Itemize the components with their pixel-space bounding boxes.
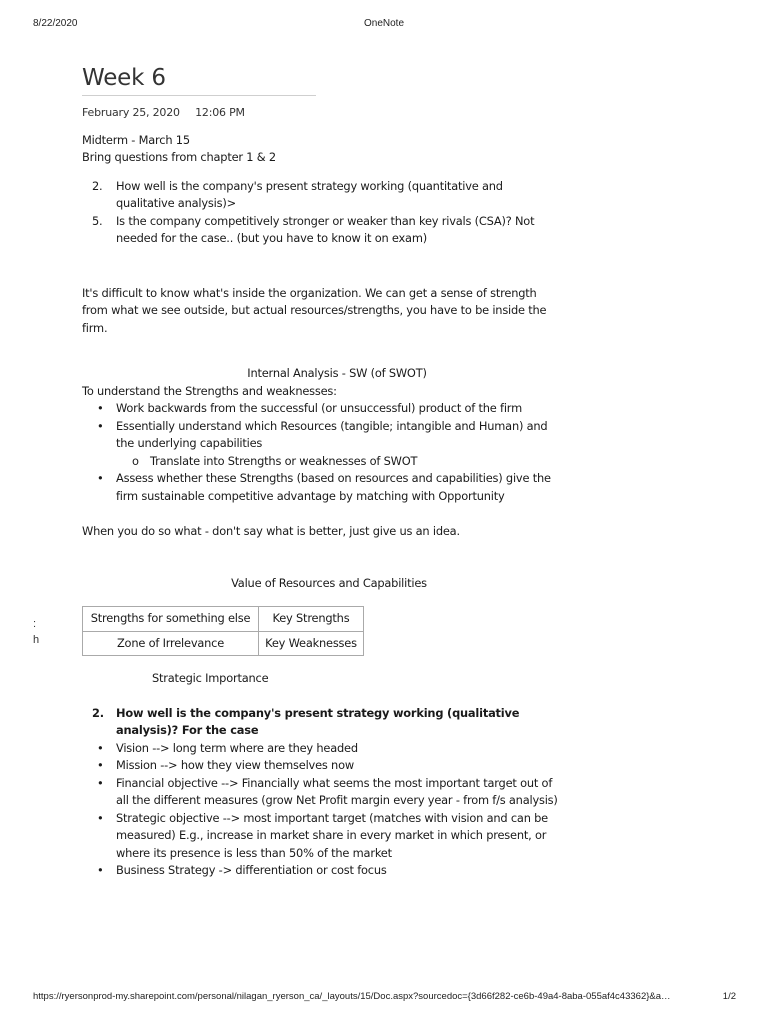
- print-url: https://ryersonprod-my.sharepoint.com/personal/nilagan_ryerson_ca/_layouts/15/Doc.aspx?sourcedoc={3d66f282-ce6b-49a4-8aba-055af4c43362}&a…: [33, 991, 671, 1002]
- case-bullets: [82, 740, 562, 880]
- list-item: o Translate into Strengths or weaknesses of SWOT: [82, 453, 562, 471]
- page-timestamp: [82, 104, 562, 122]
- list-item: • Essentially understand which Resources (tangible; intangible and Human) and the underlying capabilities: [82, 418, 562, 453]
- list-item: • Financial objective --> Financially what seems the most important target out of all the different measures (grow Net Profit margin every year - from f/s analysis): [82, 775, 562, 810]
- list-item: • Vision --> long term where are they headed: [82, 740, 562, 758]
- table-cell: Strengths for something else: [83, 607, 259, 632]
- midterm-line: Midterm - March 15: [82, 132, 190, 147]
- table-cell: Zone of Irrelevance: [83, 631, 259, 656]
- internal-bullets: [82, 400, 562, 453]
- internal-sub-bullets: [82, 453, 562, 471]
- difficult-paragraph: It's difficult to know what's inside the organization. We can get a sense of strength from what we see outside, but actual resources/strengths, you have to be inside the firm.: [82, 285, 547, 335]
- list-item: • Assess whether these Strengths (based on resources and capabilities) give the firm sustainable competitive advantage by matching with Opportunity: [82, 470, 562, 505]
- questions-list: [82, 178, 562, 248]
- internal-bullets-continued: [82, 470, 562, 505]
- print-page-number: 1/2: [722, 991, 736, 1002]
- edge-mark-colon: :: [33, 618, 37, 630]
- list-item: 2. How well is the company's present strategy working (qualitative analysis)? For the case: [92, 705, 520, 737]
- list-item: 5. Is the company competitively stronger or weaker than key rivals (CSA)? Not needed for the case.. (but you have to know it on exam): [92, 213, 535, 245]
- value-heading: Value of Resources and Capabilities: [231, 575, 427, 590]
- understand-intro: To understand the Strengths and weaknesses:: [82, 383, 337, 398]
- list-item: • Mission --> how they view themselves now: [82, 757, 562, 775]
- list-item: • Business Strategy -> differentiation or cost focus: [82, 862, 562, 880]
- print-app-name: OneNote: [363, 18, 405, 29]
- table-row: [83, 607, 364, 632]
- list-item: • Work backwards from the successful (or unsuccessful) product of the firm: [82, 400, 562, 418]
- resources-grid: [82, 606, 364, 656]
- list-item: • Strategic objective --> most important target (matches with vision and can be measured) E.g., increase in market share in every market in which present, or where its presence is less than 50% of the market: [82, 810, 562, 863]
- table-cell: Key Weaknesses: [259, 631, 364, 656]
- strategic-importance-label: Strategic Importance: [152, 671, 269, 685]
- page-title: Week 6: [82, 62, 316, 96]
- print-date: 8/22/2020: [33, 18, 78, 29]
- so-what-line: When you do so what - don't say what is better, just give us an idea.: [82, 524, 460, 538]
- case-question: [82, 705, 562, 740]
- table-row: [83, 631, 364, 656]
- table-cell: Key Strengths: [259, 607, 364, 632]
- page-date: February 25, 2020: [82, 106, 180, 119]
- note-page: [82, 60, 562, 880]
- list-item: 2. How well is the company's present strategy working (quantitative and qualitative analysis)>: [92, 178, 503, 210]
- page-time: 12:06 PM: [195, 106, 245, 119]
- internal-analysis-heading: Internal Analysis - SW (of SWOT): [247, 366, 427, 380]
- edge-mark-h: h: [33, 634, 40, 646]
- bring-questions-line: Bring questions from chapter 1 & 2: [82, 150, 276, 164]
